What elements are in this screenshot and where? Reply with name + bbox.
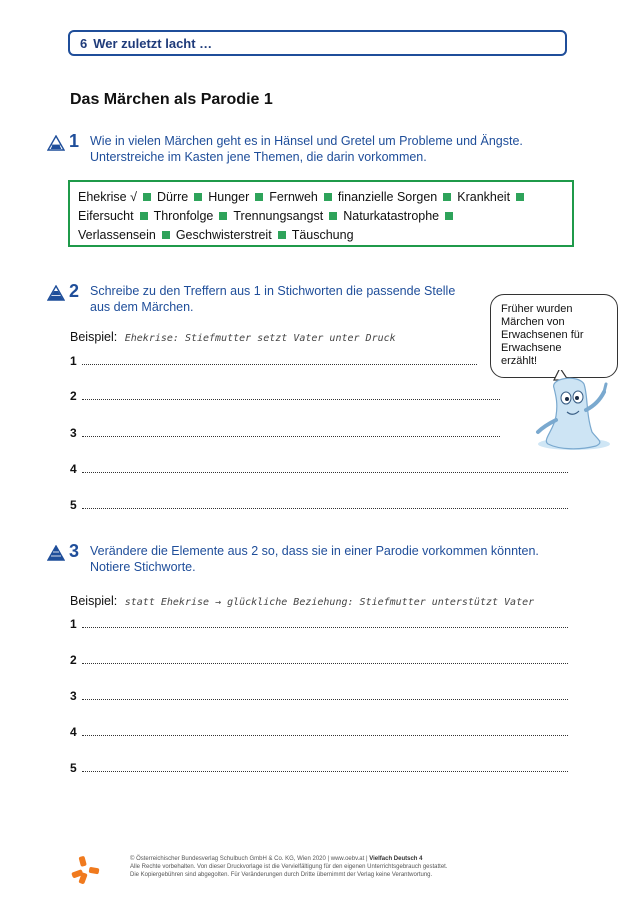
theme-item[interactable]: Eifersucht [78,209,134,223]
answer-line[interactable] [70,389,500,403]
bullet-square-icon [140,212,148,220]
bubble-line: Erwachsenen für [501,329,584,341]
answer-line[interactable] [70,617,568,631]
bubble-line: Märchen von [501,316,565,328]
example-handwritten: statt Ehekrise → glückliche Beziehung: Stiefmutter unterstützt Vater [124,597,535,608]
bullet-square-icon [445,212,453,220]
page-title: Das Märchen als Parodie 1 [70,91,273,108]
task-instruction-line: Unterstreiche im Kasten jene Themen, die darin vorkommen. [90,150,427,164]
bullet-square-icon [278,231,286,239]
theme-row [78,226,564,245]
line-number: 4 [70,462,77,476]
difficulty-level-3-icon [47,545,65,561]
footer-copyright [130,855,448,879]
theme-item[interactable]: Fernweh [269,190,318,204]
theme-box [68,180,574,247]
chapter-title: Wer zuletzt lacht … [93,35,213,51]
bullet-square-icon [443,193,451,201]
answer-line[interactable] [70,426,500,440]
mascot-figure-icon [520,370,620,452]
line-number: 5 [70,498,77,512]
footer-line [130,855,448,863]
line-number: 2 [70,389,77,403]
chapter-number: 6 [80,35,88,51]
task-number: 1 [69,131,80,151]
theme-item[interactable]: Krankheit [457,190,511,204]
answer-line[interactable] [70,689,568,703]
bullet-square-icon [255,193,263,201]
task-instruction [90,543,539,575]
bullet-square-icon [324,193,332,201]
theme-row [78,207,564,226]
line-number: 1 [70,617,77,631]
task-instruction [90,133,523,165]
bullet-square-icon [194,193,202,201]
task-instruction-line: aus dem Märchen. [90,300,194,314]
line-number: 3 [70,689,77,703]
task-instruction [90,283,455,315]
theme-item[interactable]: Ehekrise √ [78,190,137,204]
footer-line: Alle Rechte vorbehalten. Von dieser Druckvorlage ist die Vervielfältigung für den eigenen Unterrichtsgebrauch gestattet. [130,864,448,870]
example-label: Beispiel: [70,594,118,608]
example-label: Beispiel: [70,330,118,344]
example-handwritten: Ehekrise: Stiefmutter setzt Vater unter Druck [124,333,396,344]
task-instruction-line: Verändere die Elemente aus 2 so, dass sie in einer Parodie vorkommen könnten. [90,544,539,558]
answer-line[interactable] [70,761,568,775]
answer-line[interactable] [70,462,568,476]
theme-item[interactable]: Verlassensein [78,228,156,242]
example-task-2 [70,330,396,344]
theme-item[interactable]: finanzielle Sorgen [337,190,438,204]
bullet-square-icon [329,212,337,220]
task-instruction-line: Wie in vielen Märchen geht es in Hänsel und Gretel um Probleme und Ängste. [90,134,523,148]
answer-line[interactable] [70,498,568,512]
difficulty-level-1-icon [47,135,65,151]
task-number: 3 [69,541,80,561]
task-instruction-line: Schreibe zu den Treffern aus 1 in Stichworten die passende Stelle [90,284,456,298]
difficulty-level-2-icon [47,285,65,301]
bullet-square-icon [143,193,151,201]
footer-line: Die Kopiergebühren sind abgegolten. Für Veränderungen durch Dritte übernimmt der Verlag keine Verantwortung. [130,872,433,878]
footer-book-title: Vielfach Deutsch 4 [369,856,423,862]
bullet-square-icon [162,231,170,239]
line-number: 1 [70,354,77,368]
footer-text: © Österreichischer Bundesverlag Schulbuch GmbH & Co. KG, Wien 2020 | www.oebv.at | [130,856,368,862]
theme-item[interactable]: Hunger [208,190,250,204]
bullet-square-icon [516,193,524,201]
line-number: 4 [70,725,77,739]
bullet-square-icon [219,212,227,220]
line-number: 2 [70,653,77,667]
theme-item[interactable]: Täuschung [291,228,354,242]
theme-item[interactable]: Trennungsangst [233,209,324,223]
example-task-3 [70,594,534,608]
line-number: 5 [70,761,77,775]
answer-line[interactable] [70,354,477,368]
chapter-header [68,30,567,56]
publisher-logo-icon [70,855,100,885]
speech-bubble [490,294,618,378]
bubble-line: Früher wurden [501,303,573,315]
theme-item[interactable]: Dürre [156,190,189,204]
answer-line[interactable] [70,725,568,739]
theme-item[interactable]: Geschwisterstreit [175,228,272,242]
task-number: 2 [69,281,80,301]
theme-row [78,188,564,207]
line-number: 3 [70,426,77,440]
answer-line[interactable] [70,653,568,667]
bubble-line: erzählt! [501,355,538,367]
theme-item[interactable]: Naturkatastrophe [343,209,440,223]
task-instruction-line: Notiere Stichworte. [90,560,196,574]
bubble-line: Erwachsene [501,342,562,354]
theme-item[interactable]: Thronfolge [153,209,214,223]
